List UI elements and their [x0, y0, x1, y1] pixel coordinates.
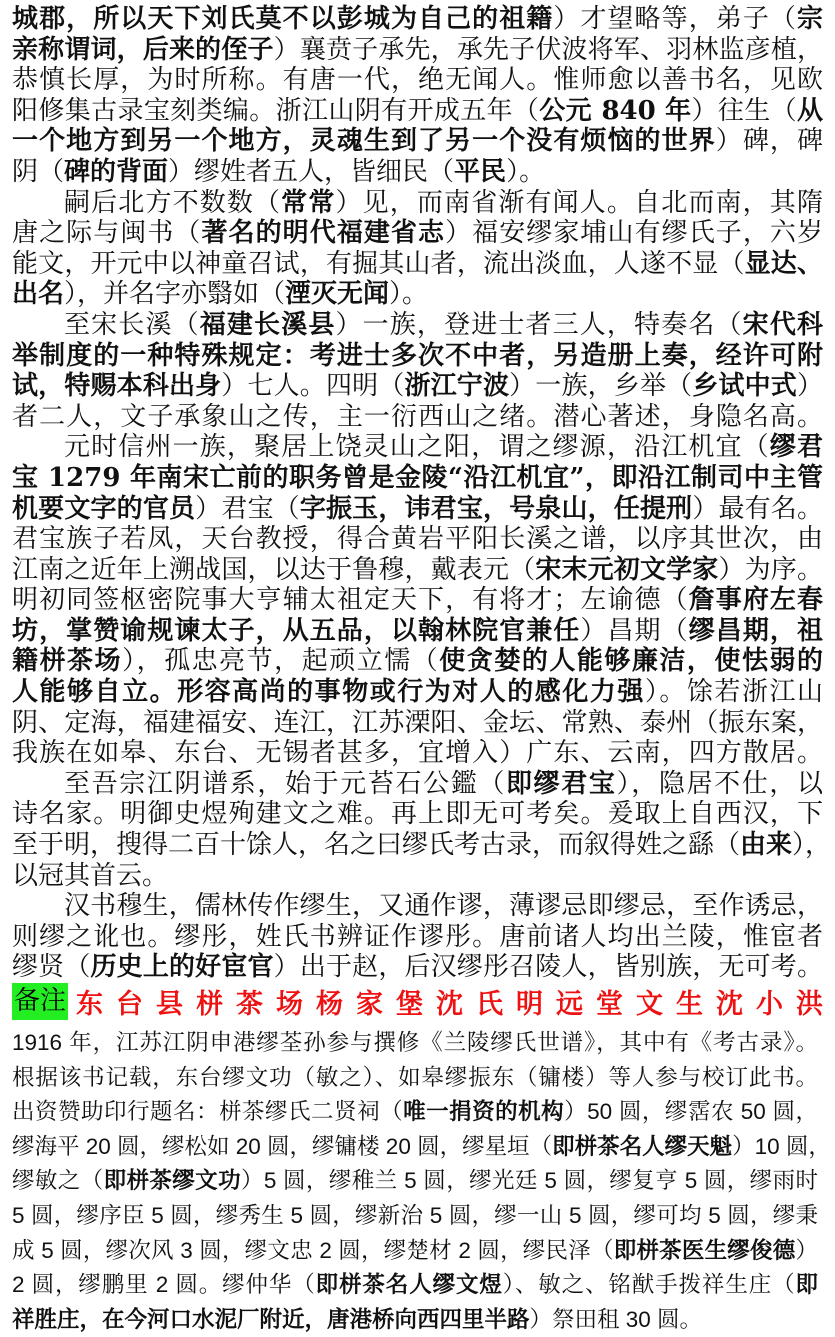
annotation-text: 使贪婪的人能够廉洁，使怯弱的 [439, 646, 823, 677]
body-text: 阴（ [12, 156, 65, 187]
annotation-text: 坊，掌赞谕规谏太子，从五品，以翰林院官兼任 [12, 615, 581, 646]
annotation-text: 由来 [740, 830, 793, 861]
note-row [12, 983, 823, 1020]
annotation-text: 公元 840 年 [539, 95, 692, 126]
text-line [12, 65, 823, 96]
annotation-text: 湮灭无闻 [285, 279, 390, 310]
text-line [12, 1130, 831, 1165]
annotation-text: 即栟茶缪文功 [103, 1168, 241, 1194]
text-line [12, 952, 823, 983]
text-line [12, 1234, 818, 1269]
body-text: ）。 [506, 156, 546, 187]
text-line [12, 524, 823, 555]
annotation-text: 一个地方到另一个地方，灵魂生到了另一个没有烦恼的世界 [12, 126, 716, 157]
body-text: ）为序。 [718, 554, 823, 585]
body-text: 至吾宗江阴谱系，始于元苔石公鑑（ [64, 768, 507, 799]
text-line [12, 1164, 818, 1199]
text-line [12, 616, 823, 647]
text-line [12, 1199, 818, 1234]
text-line [12, 463, 823, 494]
annotation-text: 唯一捐资的机构 [403, 1099, 565, 1125]
text-line [12, 1061, 818, 1096]
annotation-text: 缪君 [769, 432, 823, 463]
annotation-text: 即缪君宝 [506, 768, 617, 799]
body-text: ）10 圆， [732, 1133, 831, 1159]
text-line [12, 769, 823, 800]
text-line [12, 922, 823, 953]
text-line [12, 402, 823, 433]
text-line [12, 279, 823, 310]
annotation-text: 缪昌期，祖 [688, 615, 823, 646]
body-text: 元时信州一族，聚居上饶灵山之阳，谓之缪源，沿江机宜（ [64, 432, 770, 463]
body-text: 唐之际与闽书（ [12, 218, 202, 249]
body-text: 出资赞助印行题名：栟茶缪氏二贤祠（ [12, 1099, 404, 1125]
text-line [12, 188, 823, 219]
body-text: 能文，开元中以神童召试，有掘其山者，流出淡血，人遂不显（ [12, 248, 745, 279]
text-line [12, 861, 823, 892]
body-text: 成 5 圆，缪次风 3 圆，缪文忠 2 圆，缪楚材 2 圆，缪民泽（ [12, 1237, 614, 1263]
text-line [12, 96, 823, 127]
annotation-text: 亲称谓词，后来的侄子 [12, 34, 274, 65]
body-text: 1916 年，江苏江阴申港缪荃孙参与撰修《兰陵缪氏世谱》，其中有《考古录》。 [12, 1030, 818, 1055]
annotation-text: 浙江宁波 [404, 371, 510, 402]
note-label: 备注 [12, 983, 68, 1020]
annotation-text: 历史上的好宦官 [90, 952, 274, 983]
body-text: 缪敏之（ [12, 1168, 104, 1194]
main-text-body [12, 4, 832, 983]
annotation-text: 籍栟茶场 [12, 646, 123, 677]
annotation-text: 出名 [12, 279, 65, 310]
body-text: 以冠其首云。 [12, 860, 169, 891]
text-line [12, 341, 823, 372]
text-line [12, 677, 823, 708]
note-author-text: 东台县栟茶场杨家堡沈氏明远堂文生沈小洪 [76, 989, 823, 1020]
text-line [12, 646, 823, 677]
annotation-text: 常常 [281, 187, 336, 218]
body-text: 明初同签枢密院事大亨辅太祖定天下，有将才；左谕德（ [12, 585, 689, 616]
body-text: ）50 圆，缪霑农 50 圆， [564, 1099, 818, 1125]
body-text: ）往生（ [691, 95, 797, 126]
body-text: ） [795, 1237, 818, 1263]
appendix-text [12, 1026, 831, 1337]
body-text: 5 圆，缪序臣 5 圆，缪秀生 5 圆，缪新治 5 圆，缪一山 5 圆，缪可均 5 圆，缪秉 [12, 1202, 818, 1228]
body-text: 君宝族子若凤，天台教授，得合黄岩平阳长溪之谱，以序其世次，由 [12, 524, 823, 555]
body-text: ）祭田租 30 圆。 [529, 1306, 703, 1332]
annotation-text: 城郡，所以天下刘氏莫不以彭城为自己的祖籍 [12, 4, 554, 34]
body-text: 至于明，搜得二百十馀人，名之曰缪氏考古录，而叙得姓之繇（ [12, 830, 741, 861]
text-line [12, 218, 823, 249]
text-line [12, 830, 832, 861]
body-text: 则缪之讹也。缪彤，姓氏书辨证作谬彤。唐前诸人均出兰陵，惟宦者 [12, 921, 823, 952]
body-text: 阴、定海，福建福安、连江，江苏溧阳、金坛、常熟、泰州（振东案， [12, 707, 823, 738]
annotation-text: 即 [795, 1272, 818, 1298]
body-text: ），隐居不仕，以 [616, 768, 823, 799]
body-text: 江南之近年上溯战国，以达于鲁穆，戴表元（ [12, 554, 536, 585]
annotation-text: 字振玉，讳君宝，号泉山，任提刑 [299, 493, 693, 524]
annotation-text: 祥胜庄，在今河口水泥厂附近，唐港桥向西四里半路 [12, 1306, 530, 1332]
body-text: ）出于赵，后汉缪彤召陵人，皆别族，无可考。 [273, 952, 823, 983]
body-text: ）七人。四明（ [221, 371, 405, 402]
text-line [12, 494, 823, 525]
annotation-text: 举制度的一种特殊规定：考进士多次不中者，另造册上奏，经许可附 [12, 340, 823, 371]
body-text: 汉书穆生，儒林传作缪生，又通作谬，薄谬忌即缪忌，至作诱忌， [64, 891, 823, 922]
text-line [12, 35, 823, 66]
annotation-text: 试，特赐本科出身 [12, 371, 222, 402]
text-line [12, 585, 823, 616]
body-text: ）， [792, 830, 832, 861]
body-text: ）一族，登进士者三人，特奏名（ [335, 309, 743, 340]
text-line [12, 1095, 818, 1130]
text-line [12, 1026, 818, 1061]
body-text: 阳修集古录宝刻类编。浙江山阴有开成五年（ [12, 95, 540, 126]
annotation-text: 宋末元初文学家 [535, 554, 719, 585]
text-line [12, 738, 823, 769]
body-text: ）5 圆，缪稚兰 5 圆，缪光廷 5 圆，缪复亨 5 圆，缪雨时 [240, 1168, 818, 1194]
text-line [12, 157, 823, 188]
body-text: 嗣后北方不数数（ [64, 187, 282, 218]
body-text: ）才望略等，弟子（ [553, 4, 797, 34]
text-line [12, 891, 823, 922]
text-line [12, 708, 823, 739]
text-line [12, 432, 823, 463]
body-text: ）、敏之、铭猷手拨祥生庄（ [502, 1272, 796, 1298]
text-line [12, 1268, 818, 1303]
annotation-text: 宗 [796, 4, 823, 34]
body-text: 者二人，文子承象山之传，主一衍西山之绪。潜心著述，身隐名高。 [12, 401, 823, 432]
body-text: ）见，而南省渐有闻人。自北而南，其隋 [335, 187, 823, 218]
annotation-text: 即栟茶名人缪天魁 [552, 1133, 733, 1159]
body-text: ），孤忠亮节，起顽立懦（ [122, 646, 440, 677]
annotation-text: 显达、 [744, 248, 823, 279]
annotation-text: 人能够自立。形容高尚的事物或行为对人的感化力强 [12, 677, 645, 708]
annotation-text: 福建长溪县 [199, 309, 336, 340]
body-text: 2 圆，缪鹏里 2 圆。缪仲华（ [12, 1272, 316, 1298]
body-text: ）襄贲子承先，承先子伏波将军、羽林监彦植， [273, 34, 823, 65]
body-text: ）缪姓者五人，皆细民（ [168, 156, 455, 187]
annotation-text: 即栟茶名人缪文煜 [315, 1272, 503, 1298]
body-text: 诗名家。明御史煜殉建文之难。再上即无可考矣。爰取上自西汉，下 [12, 799, 823, 830]
annotation-text: 宝 1279 年南宋亡前的职务曾是金陵“沿江机宜”，即沿江制司中主管 [12, 462, 823, 493]
text-line [12, 4, 823, 35]
annotation-text: 宋代科 [742, 309, 823, 340]
annotation-text: 乡试中式 [692, 371, 797, 402]
text-line [12, 555, 823, 586]
body-text: 恭慎长厚，为时所称。有唐一代，绝无闻人。惟师愈以善书名，见欧 [12, 65, 823, 96]
text-line [12, 371, 823, 402]
annotation-text: 碑的背面 [64, 156, 169, 187]
text-line [12, 126, 823, 157]
body-text: ）碑，碑 [715, 126, 823, 157]
body-text: ）君宝（ [195, 493, 300, 524]
body-text: 缪贤（ [12, 952, 91, 983]
body-text: ），并名字亦翳如（ [64, 279, 286, 310]
annotation-text: 詹事府左春 [688, 585, 823, 616]
annotation-text: 从 [796, 95, 823, 126]
body-text: ）最有名。 [692, 493, 823, 524]
body-text: ）福安缪家埔山有缪氏子，六岁 [445, 218, 823, 249]
body-text: ）一族，乡举（ [509, 371, 693, 402]
body-text: 根据该书记载，东台缪文功（敏之）、如皋缪振东（镛楼）等人参与校订此书。 [12, 1064, 818, 1090]
annotation-text: 平民 [454, 156, 507, 187]
body-text: ） [796, 371, 823, 402]
annotation-text: 即栟茶医生缪俊德 [613, 1237, 796, 1263]
body-text: 我族在如皋、东台、无锡者甚多，宜增入）广东、云南，四方散居。 [12, 738, 823, 769]
body-text: ）。馀若浙江山 [644, 677, 823, 708]
body-text: 缪海平 20 圆，缪松如 20 圆，缪镛楼 20 圆，缪星垣（ [12, 1133, 553, 1159]
text-line [12, 310, 823, 341]
text-line [12, 249, 823, 280]
body-text: ）。 [389, 279, 429, 310]
annotation-text: 机要文字的官员 [12, 493, 196, 524]
annotation-text: 著名的明代福建省志 [201, 218, 446, 249]
text-line [12, 1303, 818, 1337]
body-text: ）昌期（ [580, 615, 689, 646]
body-text: 至宋长溪（ [64, 309, 200, 340]
text-line [12, 799, 823, 830]
